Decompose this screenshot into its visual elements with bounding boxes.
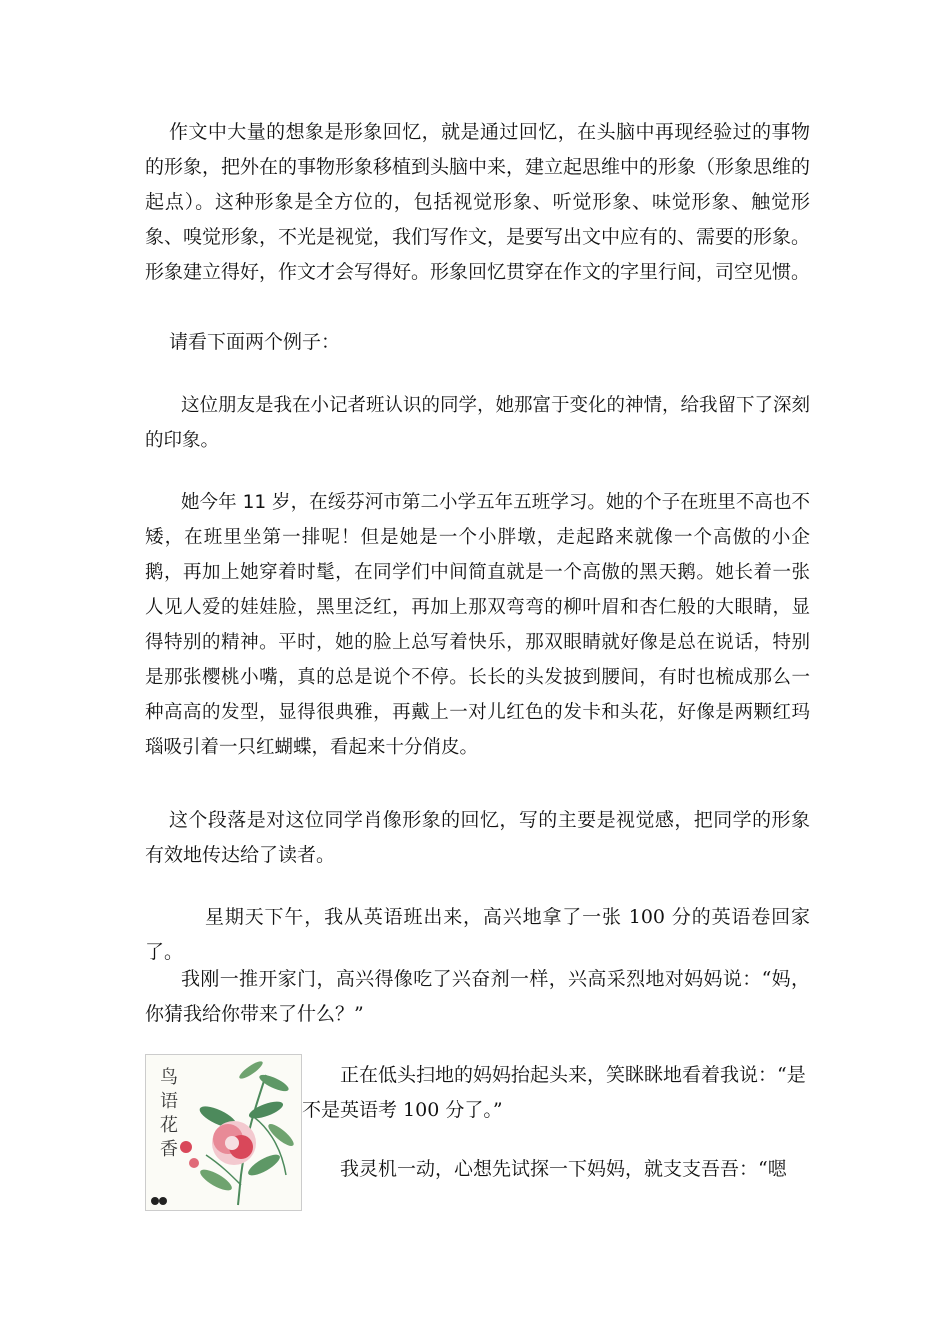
paragraph-example1-intro: 这位朋友是我在小记者班认识的同学，她那富于变化的神情，给我留下了深刻的印象。 [145, 395, 811, 451]
paragraph-example2-line1: 星期天下午，我从英语班出来，高兴地拿了一张 100 分的英语卷回家了。 [145, 906, 810, 963]
calligraphy-char-4: 香 [160, 1139, 178, 1160]
paragraph-examples-lead: 请看下面两个例子： [169, 331, 341, 353]
paragraph-example1-body: 她今年 11 岁，在绥芬河市第二小学五年五班学习。她的个子在班里不高也不矮，在班里坐第一排呢！但是她是一个小胖墩，走起路来就像一个高傲的小企鹅，再加上她穿着时髦，在同学们中间简直就是一个高傲的黑天鹅。她长着一张人见人爱的娃娃脸，黑里泛红，再加上那双弯弯的柳叶眉和杏仁般的大眼睛，显得特别的精神。平时，她的脸上总写着快乐，那双眼睛就好像是总在说话，特别是那张樱桃小嘴，真的总是说个不停。长长的头发披到腰间，有时也梳成那么一种高高的发型，显得很典雅，再戴上一对儿红色的发卡和头花，好像是两颗红玛瑙吸引着一只红蝴蝶，看起来十分俏皮。 [145, 492, 810, 758]
flower-painting-image [146, 1055, 301, 1210]
paragraph-example2-line3-part1: 正在低头扫地的妈妈抬起头来，笑眯眯地看着我说：“是 [340, 1064, 806, 1086]
paragraph-example2-line3-part2: 不是英语考 100 分了。” [302, 1099, 503, 1121]
calligraphy-char-2: 语 [160, 1091, 178, 1112]
paragraph-example2-line2: 我刚一推开家门，高兴得像吃了兴奋剂一样，兴高采烈地对妈妈说：“妈，你猜我给你带来了什么？” [145, 968, 810, 1025]
paragraph-example2-line4: 我灵机一动，心想先试探一下妈妈，就支支吾吾：“嗯 [340, 1158, 787, 1180]
paragraph-commentary: 这个段落是对这位同学肖像形象的回忆，写的主要是视觉感，把同学的形象有效地传达给了读者。 [145, 809, 810, 866]
flower-illustration [145, 1054, 302, 1211]
calligraphy-char-1: 鸟 [160, 1067, 178, 1088]
paragraph-intro: 作文中大量的想象是形象回忆，就是通过回忆，在头脑中再现经验过的事物的形象，把外在的事物形象移植到头脑中来，建立起思维中的形象（形象思维的起点）。这种形象是全方位的，包括视觉形象、听觉形象、味觉形象、触觉形象、嗅觉形象，不光是视觉，我们写作文，是要写出文中应有的、需要的形象。形象建立得好，作文才会写得好。形象回忆贯穿在作文的字里行间，司空见惯。 [145, 121, 811, 283]
calligraphy-char-3: 花 [160, 1115, 178, 1136]
